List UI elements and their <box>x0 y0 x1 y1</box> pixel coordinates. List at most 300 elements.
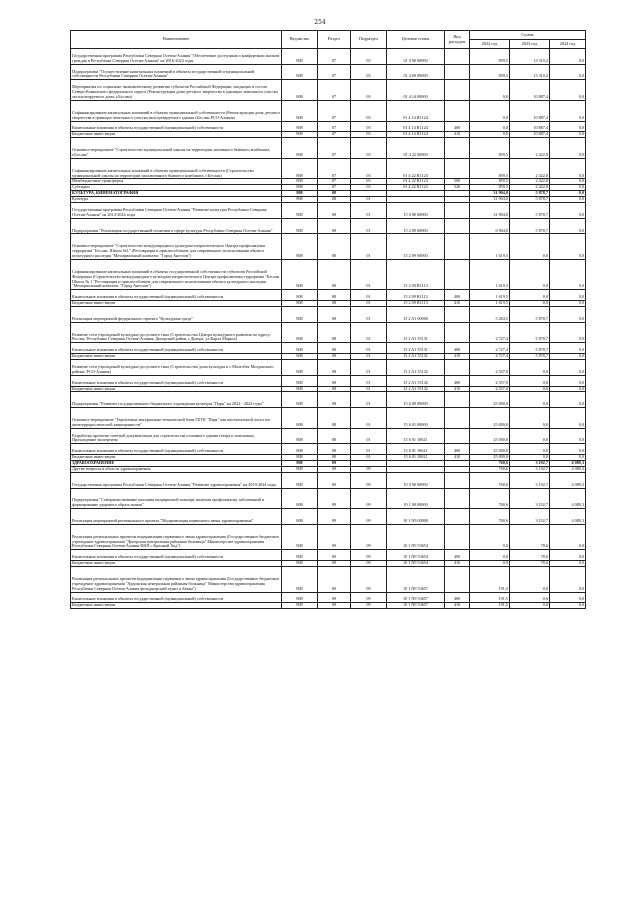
row-name: Мероприятия по социально-экономическому развитию субъектов Российской Федерации, входящих в состав Северо-Кавказского федерального округа (Реконструкция дома детского творчества в границах земельного участка эксплуатируемого дома, г.Беслан) <box>71 80 282 101</box>
table-row <box>71 444 586 455</box>
row-sum-2022: 2 557,0 <box>470 375 510 386</box>
row-target: 01 4 22 R1123 <box>387 185 445 191</box>
row-name: Бюджетные инвестиции <box>71 301 282 307</box>
row-razdel: 08 <box>318 343 351 354</box>
row-vid <box>445 360 470 376</box>
row-podrazdel: 09 <box>351 550 387 561</box>
row-sum-2022: 0,0 <box>470 100 510 121</box>
row-sum-2023: 10 887,4 <box>510 100 550 121</box>
row-razdel: 09 <box>318 567 351 593</box>
row-vid: 410 <box>445 603 470 609</box>
row-sum-2024: 4 089,3 <box>550 488 586 509</box>
page-number: 254 <box>314 19 326 26</box>
row-razdel: 09 <box>318 467 351 473</box>
row-sum-2024: 4 089,3 <box>550 509 586 525</box>
row-vid <box>445 234 470 260</box>
row-razdel: 08 <box>318 301 351 307</box>
row-vid: 400 <box>445 444 470 455</box>
row-name: Разработка проектно-сметной документации для строительства основного здания театра и поисковых. Прохождение экспертизы <box>71 428 282 444</box>
row-sum-2024: 0,0 <box>550 455 586 461</box>
row-vid: 400 <box>445 290 470 301</box>
row-vid <box>445 408 470 429</box>
row-podrazdel: 01 <box>351 234 387 260</box>
header-2023: 2023 год <box>510 40 550 49</box>
row-vid: 400 <box>445 375 470 386</box>
row-vid <box>445 49 470 65</box>
row-vedomstvo: 808 <box>282 408 318 429</box>
row-sum-2022: 31 904,0 <box>470 203 510 219</box>
row-target: 15 2 00 00000 <box>387 218 445 234</box>
row-sum-2024: 0,0 <box>550 197 586 203</box>
row-razdel: 09 <box>318 603 351 609</box>
row-razdel: 07 <box>318 49 351 65</box>
header-name: Наименование <box>71 31 282 49</box>
row-sum-2022: 859,5 <box>470 158 510 179</box>
row-sum-2023: 5 878,7 <box>510 197 550 203</box>
row-razdel: 08 <box>318 197 351 203</box>
row-razdel: 09 <box>318 550 351 561</box>
row-target: 15 6 01 10621 <box>387 455 445 461</box>
row-sum-2022: 0,0 <box>470 561 510 567</box>
row-sum-2024: 0,0 <box>550 290 586 301</box>
row-vedomstvo: 808 <box>282 49 318 65</box>
row-sum-2023: 3 192,7 <box>510 472 550 488</box>
row-razdel: 08 <box>318 392 351 408</box>
row-target: 01 4 22 R1123 <box>387 158 445 179</box>
row-target: 01 4 14 00000 <box>387 80 445 101</box>
row-podrazdel: 01 <box>351 307 387 323</box>
row-podrazdel: 09 <box>351 467 387 473</box>
row-sum-2024: 0,0 <box>550 444 586 455</box>
table-row <box>71 64 586 80</box>
row-sum-2024: 0,0 <box>550 375 586 386</box>
table-row <box>71 472 586 488</box>
row-name: Культура <box>71 197 282 203</box>
row-vid <box>445 392 470 408</box>
row-target: 10 1 00 00000 <box>387 488 445 509</box>
row-name: Капитальные вложения в объекты государственной (муниципальной) собственности <box>71 290 282 301</box>
row-vid: 410 <box>445 561 470 567</box>
row-vedomstvo: 808 <box>282 375 318 386</box>
row-target: 15 2 09 00000 <box>387 234 445 260</box>
row-podrazdel: 01 <box>351 360 387 376</box>
row-sum-2024: 0,0 <box>550 567 586 593</box>
row-podrazdel: 01 <box>351 203 387 219</box>
row-vid: 400 <box>445 550 470 561</box>
row-name: Подпрограмма "Развитие государственного бюджетного учреждения культуры "Парк" на 2022 - 2024 годы" <box>71 392 282 408</box>
row-razdel: 09 <box>318 472 351 488</box>
row-podrazdel: 09 <box>351 567 387 593</box>
row-sum-2023: 2 422,8 <box>510 138 550 159</box>
row-vid <box>445 488 470 509</box>
row-sum-2022: 0,0 <box>470 80 510 101</box>
table-row <box>71 259 586 289</box>
row-sum-2024: 0,0 <box>550 301 586 307</box>
row-sum-2023: 0,0 <box>510 567 550 593</box>
header-target: Целевая статья <box>387 31 445 49</box>
row-vedomstvo: 808 <box>282 322 318 343</box>
row-name: Бюджетные инвестиции <box>71 561 282 567</box>
row-name: Государственная программа Республики Северная Осетия-Алания "Обеспечение доступным и комфортным жильем граждан в Республике Северная Осетия-Алания" на 2016-2024 годы <box>71 49 282 65</box>
row-podrazdel: 01 <box>351 375 387 386</box>
row-sum-2022: 191,5 <box>470 592 510 603</box>
row-vedomstvo: 808 <box>282 354 318 360</box>
table-row <box>71 80 586 101</box>
row-podrazdel: 09 <box>351 592 387 603</box>
row-target: 10 1 N9 53654 <box>387 524 445 550</box>
table-row <box>71 428 586 444</box>
row-name: Развитие сети учреждений культурно-досугового типа (Строительство Центра культурного развития по адресу: Россия, Республика Северная Осетия-Алания, Дигорский район, г.Дигора, ул.Карла Маркса) <box>71 322 282 343</box>
row-razdel: 09 <box>318 488 351 509</box>
row-vid <box>445 509 470 525</box>
row-sum-2022: 1 619,5 <box>470 259 510 289</box>
row-podrazdel: 01 <box>351 301 387 307</box>
row-target: 15 2 A1 00000 <box>387 307 445 323</box>
row-name: Капитальные вложения в объекты государственной (муниципальной) собственности <box>71 343 282 354</box>
row-target: 15 2 A1 55131 <box>387 343 445 354</box>
row-sum-2022: 859,5 <box>470 179 510 185</box>
row-sum-2024: 0,0 <box>550 259 586 289</box>
table-row <box>71 290 586 301</box>
row-podrazdel: 03 <box>351 100 387 121</box>
row-sum-2022: 859,5 <box>470 185 510 191</box>
row-name: Подпрограмма "Реализация государственной политики в сфере культуры Республики Северная Осетия-Алания" <box>71 218 282 234</box>
row-sum-2023: 0,0 <box>510 234 550 260</box>
row-name: Основное мероприятие "Укрепление материально-технической базы ГБУК "Парк" как неотъемлемой части его антитеррористической защищенности" <box>71 408 282 429</box>
row-sum-2023: 10 887,4 <box>510 121 550 132</box>
row-vedomstvo: 808 <box>282 64 318 80</box>
row-podrazdel: 01 <box>351 354 387 360</box>
row-sum-2024: 0,0 <box>550 218 586 234</box>
row-razdel: 08 <box>318 360 351 376</box>
row-name: Капитальные вложения в объекты государственной (муниципальной) собственности <box>71 444 282 455</box>
row-sum-2023: 0,0 <box>510 301 550 307</box>
row-sum-2024: 0,0 <box>550 307 586 323</box>
row-sum-2024: 0,0 <box>550 132 586 138</box>
row-vedomstvo: 808 <box>282 360 318 376</box>
row-vedomstvo: 808 <box>282 524 318 550</box>
row-vid <box>445 524 470 550</box>
row-vedomstvo: 808 <box>282 392 318 408</box>
row-name: Реализация региональных проектов модернизации первичного звена здравоохранения (Государственное бюджетное учреждение здравоохранения "Ардонская центральная районная больница" Министерства здравоохранения Республики Северная Осетия-Алания фельдшерский пункт п.Бекан") <box>71 567 282 593</box>
row-target: 15 2 A1 55131 <box>387 354 445 360</box>
row-sum-2022: 1 619,5 <box>470 234 510 260</box>
row-vedomstvo: 808 <box>282 121 318 132</box>
row-vedomstvo: 808 <box>282 80 318 101</box>
row-sum-2024: 0,0 <box>550 524 586 550</box>
row-sum-2024: 4 089,3 <box>550 461 586 467</box>
row-sum-2022: 2 727,4 <box>470 322 510 343</box>
row-razdel: 08 <box>318 444 351 455</box>
row-sum-2023: 2 422,8 <box>510 185 550 191</box>
row-sum-2023: 5 878,7 <box>510 203 550 219</box>
row-vid <box>445 307 470 323</box>
row-sum-2022: 760,6 <box>470 461 510 467</box>
row-sum-2023: 0,0 <box>510 408 550 429</box>
row-sum-2023: 2 422,8 <box>510 158 550 179</box>
table-row <box>71 138 586 159</box>
row-vid: 410 <box>445 132 470 138</box>
row-sum-2024: 0,0 <box>550 561 586 567</box>
row-sum-2022: 5 284,5 <box>470 307 510 323</box>
budget-table <box>70 30 586 609</box>
row-podrazdel: 01 <box>351 259 387 289</box>
row-vid <box>445 80 470 101</box>
header-summa: Сумма <box>470 31 586 40</box>
row-vedomstvo: 808 <box>282 138 318 159</box>
row-target: 15 6 01 10621 <box>387 428 445 444</box>
row-podrazdel: 01 <box>351 197 387 203</box>
row-sum-2023: 0,0 <box>510 360 550 376</box>
row-vedomstvo: 808 <box>282 550 318 561</box>
row-razdel: 09 <box>318 509 351 525</box>
row-vid: 400 <box>445 343 470 354</box>
row-podrazdel: 03 <box>351 138 387 159</box>
row-sum-2022: 31 904,0 <box>470 197 510 203</box>
row-sum-2024: 0,0 <box>550 203 586 219</box>
row-podrazdel: 01 <box>351 386 387 392</box>
row-sum-2022: 2 727,4 <box>470 354 510 360</box>
row-sum-2022: 1 619,5 <box>470 301 510 307</box>
row-vedomstvo: 808 <box>282 259 318 289</box>
table-row <box>71 307 586 323</box>
row-podrazdel: 03 <box>351 179 387 185</box>
row-podrazdel: 09 <box>351 603 387 609</box>
row-sum-2022: 25 000,0 <box>470 444 510 455</box>
row-sum-2024: 0,0 <box>550 592 586 603</box>
row-vedomstvo: 808 <box>282 307 318 323</box>
row-target: 15 2 09 R1113 <box>387 301 445 307</box>
row-sum-2022: 0,0 <box>470 524 510 550</box>
row-sum-2023: 0,0 <box>510 375 550 386</box>
row-target: 15 6 01 00000 <box>387 408 445 429</box>
row-name: Межбюджетные трансферты <box>71 179 282 185</box>
row-name: Капитальные вложения в объекты государственной (муниципальной) собственности <box>71 592 282 603</box>
row-sum-2024: 0,0 <box>550 179 586 185</box>
row-sum-2022: 859,5 <box>470 138 510 159</box>
row-sum-2022: 0,0 <box>470 121 510 132</box>
row-razdel: 07 <box>318 138 351 159</box>
row-target: 15 2 A1 55132 <box>387 386 445 392</box>
table-row <box>71 550 586 561</box>
row-sum-2022: 25 000,0 <box>470 392 510 408</box>
row-sum-2022: 760,6 <box>470 488 510 509</box>
row-name: Софинансирование капитальных вложений в объекты муниципальной собственности (Строительство муниципальной школы на территории заплавленного бывшего комбината, г.Беслан) <box>71 158 282 179</box>
row-razdel: 08 <box>318 354 351 360</box>
row-sum-2024: 0,0 <box>550 343 586 354</box>
row-podrazdel: 03 <box>351 121 387 132</box>
row-podrazdel: 01 <box>351 408 387 429</box>
row-razdel: 09 <box>318 561 351 567</box>
row-target: 01 4 22 R1123 <box>387 179 445 185</box>
row-razdel: 09 <box>318 461 351 467</box>
row-sum-2023: 0,0 <box>510 428 550 444</box>
row-podrazdel: 09 <box>351 472 387 488</box>
row-vedomstvo: 808 <box>282 561 318 567</box>
row-target: 01 4 14 R1124 <box>387 121 445 132</box>
row-razdel: 07 <box>318 132 351 138</box>
row-sum-2024: 0,0 <box>550 360 586 376</box>
table-row <box>71 360 586 376</box>
row-podrazdel: 01 <box>351 444 387 455</box>
row-vedomstvo: 808 <box>282 444 318 455</box>
row-sum-2024: 4 089,3 <box>550 467 586 473</box>
row-sum-2023: 0,0 <box>510 592 550 603</box>
table-row <box>71 488 586 509</box>
row-razdel: 08 <box>318 234 351 260</box>
row-podrazdel: 01 <box>351 392 387 408</box>
row-target: 15 2 A1 55131 <box>387 322 445 343</box>
row-sum-2024: 0,0 <box>550 49 586 65</box>
row-sum-2024: 0,0 <box>550 191 586 197</box>
header-razdel: Раздел <box>318 31 351 49</box>
row-name: Основное мероприятие "Строительство международного культурно-патриотического Центра профилактики терроризма "Беслан. Школа №1" (Реставрация и приспособление для современного использования объекта культурного наследия "Мемориальный комплекс "Город Ангелов") <box>71 234 282 260</box>
row-name: Реализация мероприятий федерального проекта "Культурная среда" <box>71 307 282 323</box>
row-razdel: 08 <box>318 455 351 461</box>
row-sum-2023: 0,0 <box>510 444 550 455</box>
table-row <box>71 322 586 343</box>
row-name: Субсидии <box>71 185 282 191</box>
row-vedomstvo: 808 <box>282 467 318 473</box>
row-vedomstvo: 808 <box>282 301 318 307</box>
row-razdel: 08 <box>318 218 351 234</box>
row-podrazdel: 09 <box>351 524 387 550</box>
row-sum-2024: 0,0 <box>550 185 586 191</box>
row-target: 01 4 00 00000 <box>387 64 445 80</box>
row-target: 15 6 01 10621 <box>387 444 445 455</box>
row-vid: 400 <box>445 592 470 603</box>
header-podrazdel: Подраздел <box>351 31 387 49</box>
row-name: Государственная программа Республики Северная Осетия-Алания "Развитие культуры Республики Северная Осетия-Алания" на 2014-2024 годы <box>71 203 282 219</box>
row-sum-2024: 0,0 <box>550 100 586 121</box>
row-razdel: 07 <box>318 185 351 191</box>
row-razdel: 08 <box>318 322 351 343</box>
row-razdel: 08 <box>318 386 351 392</box>
row-vedomstvo: 808 <box>282 100 318 121</box>
row-vedomstvo: 808 <box>282 185 318 191</box>
row-target: 10 1 N9 53657 <box>387 603 445 609</box>
row-podrazdel: 01 <box>351 290 387 301</box>
row-target: 10 1 N9 53657 <box>387 592 445 603</box>
row-sum-2022: 760,6 <box>470 467 510 473</box>
row-sum-2024: 0,0 <box>550 64 586 80</box>
row-name: Развитие сети учреждений культурно-досугового типа (Строительство дома культуры в с.Малгобек Моздокского района, РСО-Алания) <box>71 360 282 376</box>
row-name: Капитальные вложения в объекты государственной (муниципальной) собственности <box>71 550 282 561</box>
table-row <box>71 100 586 121</box>
row-name: Бюджетные инвестиции <box>71 455 282 461</box>
row-name: Бюджетные инвестиции <box>71 132 282 138</box>
row-sum-2024: 0,0 <box>550 121 586 132</box>
row-vid <box>445 138 470 159</box>
row-name: Капитальные вложения в объекты государственной (муниципальной) собственности <box>71 121 282 132</box>
row-vedomstvo: 808 <box>282 488 318 509</box>
row-podrazdel: 09 <box>351 509 387 525</box>
row-sum-2023: 0,0 <box>510 603 550 609</box>
row-target: 15 0 00 00000 <box>387 203 445 219</box>
row-vedomstvo: 808 <box>282 132 318 138</box>
row-sum-2024: 0,0 <box>550 158 586 179</box>
header-2022: 2022 год <box>470 40 510 49</box>
row-razdel: 08 <box>318 428 351 444</box>
row-sum-2022: 760,6 <box>470 509 510 525</box>
row-razdel: 08 <box>318 259 351 289</box>
row-target: 10 1 N9 53654 <box>387 550 445 561</box>
row-name: Подпрограмма "Совершенствование оказания медицинской помощи, включая профилактику заболеваний и формирование здорового образа жизни" <box>71 488 282 509</box>
row-sum-2023: 0,0 <box>510 386 550 392</box>
row-name: Реализация региональных проектов модернизации первичного звена здравоохранения (Государственное бюджетное учреждение здравоохранения "Дигорская центральная районная больница" Министерства здравоохранения Республики Северная Осетия-Алания ФАП с.Красный Ход") <box>71 524 282 550</box>
row-sum-2024: 0,0 <box>550 322 586 343</box>
table-row <box>71 408 586 429</box>
row-razdel: 07 <box>318 100 351 121</box>
row-vid <box>445 158 470 179</box>
table-row <box>71 524 586 550</box>
row-name: Софинансирование капитальных вложений в объекты муниципальной собственности (Реконструкция дома детского творчества в границах земельного участка эксплуатируемого здания г.Беслан РСО-Алания) <box>71 100 282 121</box>
row-vid <box>445 100 470 121</box>
row-sum-2022: 859,5 <box>470 64 510 80</box>
row-sum-2022: 191,5 <box>470 567 510 593</box>
row-sum-2024: 0,0 <box>550 138 586 159</box>
row-razdel: 08 <box>318 307 351 323</box>
row-sum-2023: 3 192,7 <box>510 467 550 473</box>
row-name: Другие вопросы в области здравоохранения <box>71 467 282 473</box>
row-podrazdel: 09 <box>351 488 387 509</box>
row-podrazdel: 01 <box>351 455 387 461</box>
row-sum-2023: 78,6 <box>510 561 550 567</box>
row-vid: 520 <box>445 185 470 191</box>
row-sum-2023: 0,0 <box>510 259 550 289</box>
table-row <box>71 158 586 179</box>
row-sum-2023: 10 887,4 <box>510 132 550 138</box>
row-razdel: 07 <box>318 158 351 179</box>
row-sum-2022: 2 557,0 <box>470 360 510 376</box>
row-name: Бюджетные инвестиции <box>71 386 282 392</box>
row-target: 10 1 N9 53657 <box>387 567 445 593</box>
row-vid: 410 <box>445 455 470 461</box>
row-sum-2024: 0,0 <box>550 234 586 260</box>
row-razdel: 07 <box>318 64 351 80</box>
row-podrazdel: 01 <box>351 428 387 444</box>
row-target: 01 4 14 R1124 <box>387 100 445 121</box>
row-razdel: 07 <box>318 179 351 185</box>
row-razdel: 08 <box>318 375 351 386</box>
row-vedomstvo: 808 <box>282 455 318 461</box>
row-vedomstvo: 808 <box>282 567 318 593</box>
table-row <box>71 509 586 525</box>
row-vedomstvo: 808 <box>282 158 318 179</box>
row-sum-2022: 760,6 <box>470 472 510 488</box>
row-vid: 410 <box>445 386 470 392</box>
row-target: 15 2 A1 55132 <box>387 375 445 386</box>
row-vedomstvo: 808 <box>282 592 318 603</box>
row-name: ЗДРАВООХРАНЕНИЕ <box>71 461 282 467</box>
table-row <box>71 603 586 609</box>
row-name: Государственная программа Республики Северная Осетия-Алания "Развитие здравоохранения" на 2019-2024 годы <box>71 472 282 488</box>
row-vid <box>445 472 470 488</box>
row-sum-2024: 4 089,3 <box>550 472 586 488</box>
row-vedomstvo: 808 <box>282 509 318 525</box>
row-sum-2024: 0,0 <box>550 428 586 444</box>
row-razdel: 09 <box>318 592 351 603</box>
row-podrazdel: 03 <box>351 132 387 138</box>
row-sum-2022: 2 557,0 <box>470 386 510 392</box>
row-sum-2024: 0,0 <box>550 386 586 392</box>
row-podrazdel: 01 <box>351 343 387 354</box>
row-name: Софинансирование капитальных вложений в объекты государственной собственности субъектов Российской Федерации (Строительство международного культурно-патриотического Центра профилактики терроризма "Беслан Школа № 1 "Реставрация и приспособление для современного использования объекта культурного наследия "Мемориальный комплекс "Город Ангелов") <box>71 259 282 289</box>
row-vedomstvo: 808 <box>282 203 318 219</box>
row-podrazdel: 03 <box>351 80 387 101</box>
row-vedomstvo: 808 <box>282 191 318 197</box>
row-vedomstvo: 808 <box>282 343 318 354</box>
